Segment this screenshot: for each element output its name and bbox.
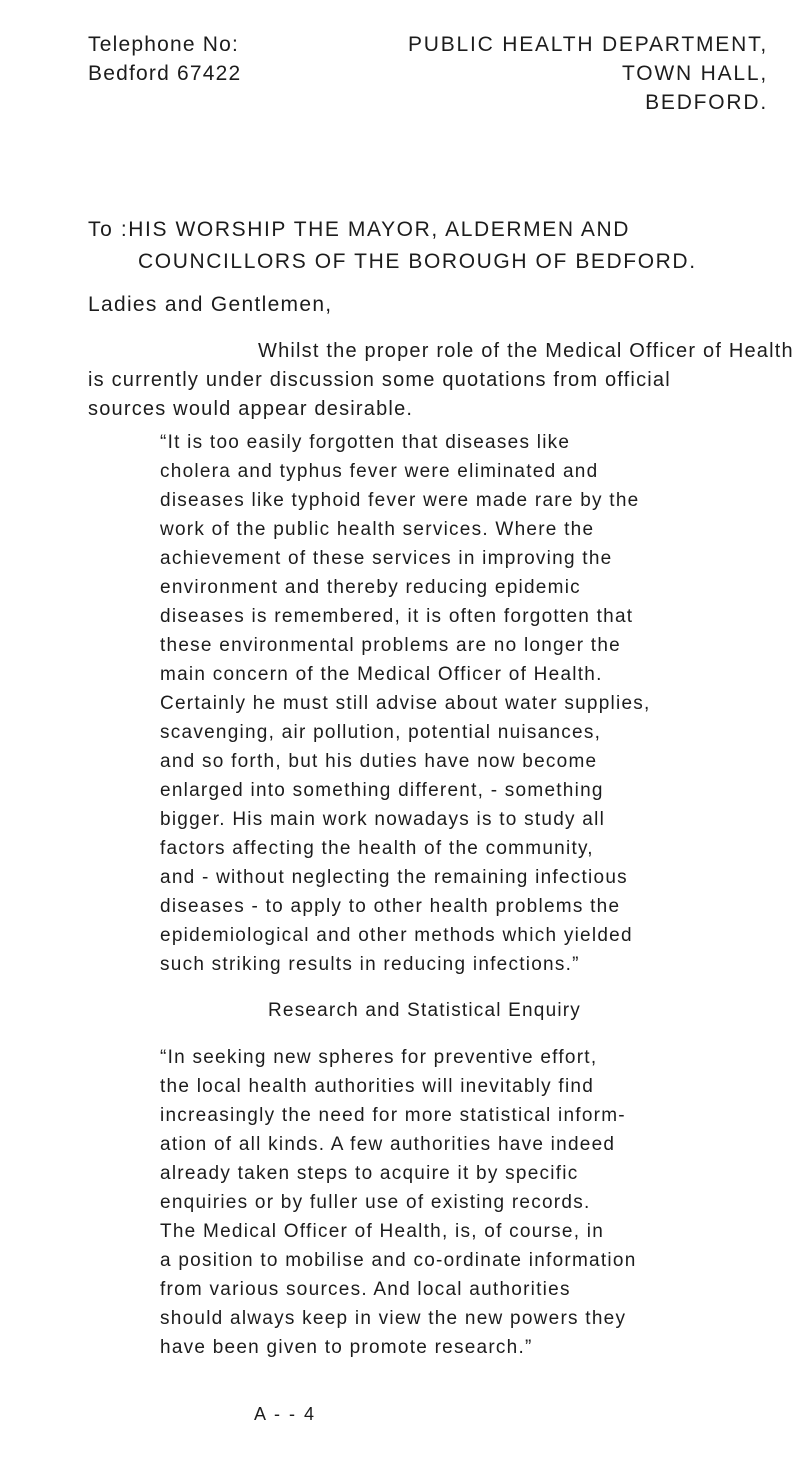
- quotation-1: [160, 428, 760, 979]
- intro-line: is currently under discussion some quotations from official: [88, 369, 671, 391]
- quote-line: main concern of the Medical Officer of Health.: [160, 664, 603, 685]
- addressee: [88, 214, 778, 278]
- quote-line: and - without neglecting the remaining infectious: [160, 867, 628, 888]
- department-name: PUBLIC HEALTH DEPARTMENT,: [407, 33, 768, 56]
- telephone-block: [88, 30, 241, 88]
- salutation: Ladies and Gentlemen,: [88, 293, 333, 316]
- quote-line: “It is too easily forgotten that diseases like: [160, 432, 571, 453]
- intro-paragraph: [88, 337, 794, 424]
- quote-line: diseases is remembered, it is often forgotten that: [160, 606, 634, 627]
- intro-line: Whilst the proper role of the Medical Officer of Health: [258, 340, 794, 362]
- page-number: A - - 4: [254, 1404, 317, 1424]
- quote-line: the local health authorities will inevitably find: [160, 1076, 595, 1097]
- telephone-number: Bedford 67422: [88, 62, 242, 85]
- quotation-2: [160, 1043, 760, 1362]
- quote-line: enquiries or by fuller use of existing records.: [160, 1192, 591, 1213]
- quote-line: increasingly the need for more statistical inform-: [160, 1105, 626, 1126]
- quote-line: The Medical Officer of Health, is, of course, in: [160, 1221, 605, 1242]
- addressee-line: COUNCILLORS OF THE BOROUGH OF BEDFORD.: [138, 250, 697, 273]
- quote-line: cholera and typhus fever were eliminated and: [160, 461, 599, 482]
- quote-line: Certainly he must still advise about water supplies,: [160, 693, 651, 714]
- department-address: [408, 30, 768, 117]
- quote-line: enlarged into something different, - something: [160, 780, 604, 801]
- section-heading: Research and Statistical Enquiry: [268, 1000, 581, 1021]
- quote-line: a position to mobilise and co-ordinate information: [160, 1250, 637, 1271]
- quote-line: have been given to promote research.”: [160, 1337, 533, 1358]
- quote-line: should always keep in view the new powers they: [160, 1308, 627, 1329]
- quote-line: “In seeking new spheres for preventive effort,: [160, 1047, 598, 1068]
- quote-line: such striking results in reducing infections.”: [160, 954, 580, 975]
- quote-line: bigger. His main work nowadays is to study all: [160, 809, 606, 830]
- quote-line: already taken steps to acquire it by specific: [160, 1163, 579, 1184]
- quote-line: achievement of these services in improving the: [160, 548, 613, 569]
- quote-line: diseases - to apply to other health problems the: [160, 896, 621, 917]
- quote-line: factors affecting the health of the community,: [160, 838, 594, 859]
- addressee-line: To :HIS WORSHIP THE MAYOR, ALDERMEN AND: [88, 218, 630, 241]
- quote-line: and so forth, but his duties have now become: [160, 751, 598, 772]
- department-building: TOWN HALL,: [622, 62, 768, 85]
- quote-line: environment and thereby reducing epidemic: [160, 577, 581, 598]
- quote-line: from various sources. And local authorities: [160, 1279, 571, 1300]
- department-town: BEDFORD.: [645, 91, 768, 114]
- quote-line: diseases like typhoid fever were made rare by the: [160, 490, 640, 511]
- quote-line: ation of all kinds. A few authorities have indeed: [160, 1134, 616, 1155]
- quote-line: scavenging, air pollution, potential nuisances,: [160, 722, 602, 743]
- quote-line: work of the public health services. Where the: [160, 519, 595, 540]
- quote-line: epidemiological and other methods which yielded: [160, 925, 633, 946]
- quote-line: these environmental problems are no longer the: [160, 635, 621, 656]
- telephone-label: Telephone No:: [88, 33, 240, 56]
- intro-line: sources would appear desirable.: [88, 398, 414, 420]
